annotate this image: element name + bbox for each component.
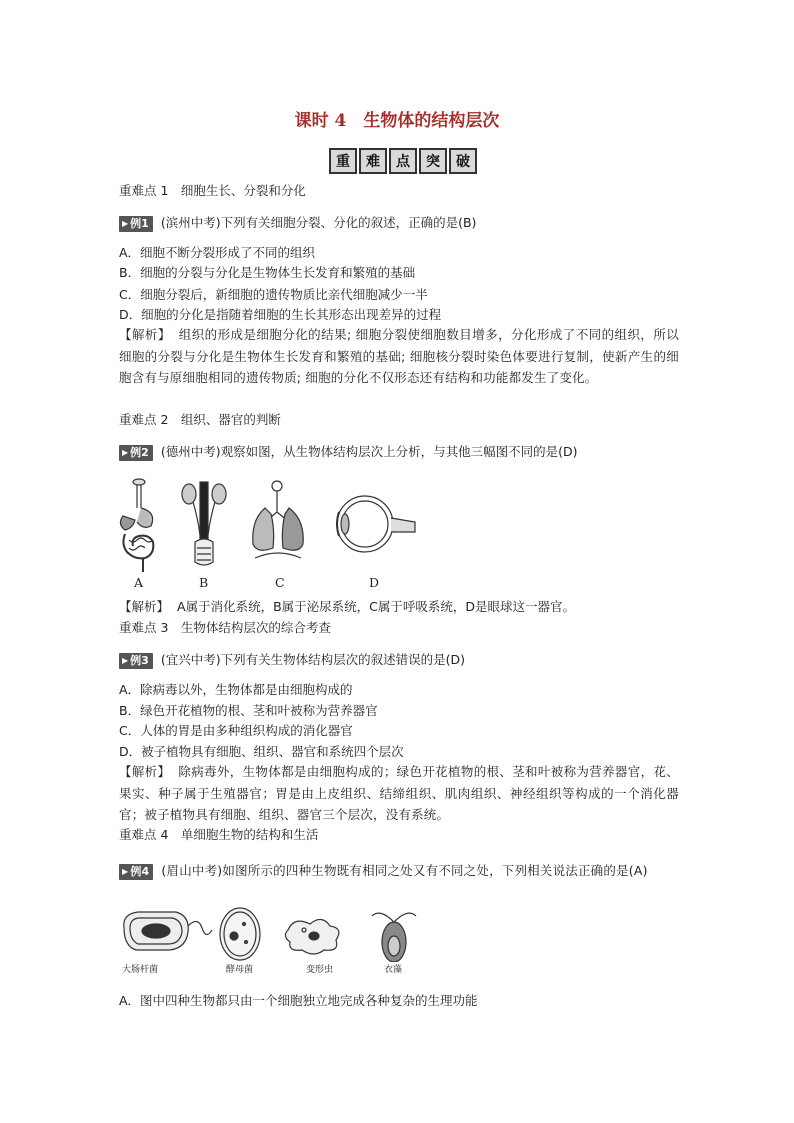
yeast-image <box>220 908 260 960</box>
figure-caption: 酵母菌 <box>226 965 254 975</box>
example-badge: ▶ 例2 <box>119 445 153 461</box>
section-heading: 重难点 1 细胞生长、分裂和分化 <box>119 183 306 198</box>
organisms-figure <box>118 906 428 962</box>
eyeball-image <box>337 496 415 552</box>
organ-figure <box>115 478 435 574</box>
section-heading: 重难点 2 组织、器官的判断 <box>119 412 281 427</box>
e-coli-image <box>124 912 212 950</box>
analysis: 【解析】 组织的形成是细胞分化的结果; 细胞分裂使细胞数目增多，分化形成了不同的组织，所以细胞的分裂与分化是生物体生长发育和繁殖的基础; 细胞核分裂时染色体要进行复制，使新产生的细胞含有与原细胞相同的遗传物质; 细胞的分化不仅形态还有结构和功能都发生了变化。 <box>119 327 679 385</box>
amoeba-image <box>285 919 338 954</box>
section-heading: 重难点 3 生物体结构层次的综合考查 <box>119 620 331 635</box>
figure-label: B <box>199 575 209 590</box>
example-badge: ▶ 例1 <box>119 216 153 232</box>
figure-caption: 变形虫 <box>306 965 334 975</box>
example-question: ▶ 例3 (宜兴中考)下列有关生物体结构层次的叙述错误的是(D) <box>119 651 465 669</box>
banner-char: 破 <box>449 148 477 174</box>
section-heading: 重难点 4 单细胞生物的结构和生活 <box>119 827 319 842</box>
respiratory-system-image <box>253 481 303 558</box>
option: A．除病毒以外，生物体都是由细胞构成的 <box>119 682 353 697</box>
option: A．图中四种生物都只由一个细胞独立地完成各种复杂的生理功能 <box>119 993 478 1008</box>
figure-label: C <box>275 575 285 590</box>
option: C．细胞分裂后，新细胞的遗传物质比亲代细胞减少一半 <box>119 287 428 302</box>
banner-char: 突 <box>419 148 447 174</box>
option: A．细胞不断分裂形成了不同的组织 <box>119 245 316 260</box>
banner-char: 点 <box>389 148 417 174</box>
analysis: 【解析】 除病毒外，生物体都是由细胞构成的；绿色开花植物的根、茎和叶被称为营养器官，花、果实、种子属于生殖器官；胃是由上皮组织、结缔组织、肌肉组织、神经组织等构成的一个消化器官；被子植物具有细胞、组织、器官三个层次，没有系统。 <box>119 764 679 822</box>
digestive-system-image <box>120 479 153 572</box>
example-badge: ▶ 例3 <box>119 653 153 669</box>
banner-char: 重 <box>329 148 357 174</box>
page-title: 课时 4 生物体的结构层次 <box>294 111 500 131</box>
urinary-system-image <box>182 482 226 565</box>
option: C．人体的胃是由多种组织构成的消化器官 <box>119 723 353 738</box>
option: B．细胞的分裂与分化是生物体生长发育和繁殖的基础 <box>119 265 416 280</box>
option: B．绿色开花植物的根、茎和叶被称为营养器官 <box>119 703 378 718</box>
section-banner <box>329 148 477 174</box>
analysis: 【解析】 A属于消化系统，B属于泌尿系统，C属于呼吸系统，D是眼球这一器官。 <box>119 599 575 614</box>
figure-caption: 衣藻 <box>384 965 403 975</box>
chlamydomonas-image <box>372 913 416 962</box>
option: D．被子植物具有细胞、组织、器官和系统四个层次 <box>119 744 404 759</box>
example-question: ▶ 例4 (眉山中考)如图所示的四种生物既有相同之处又有不同之处，下列相关说法正确的是(A) <box>119 855 679 886</box>
example-badge: ▶ 例4 <box>119 864 153 880</box>
figure-caption: 大肠杆菌 <box>122 965 159 975</box>
figure-label: A <box>134 575 144 590</box>
example-question: ▶ 例1 (滨州中考)下列有关细胞分裂、分化的叙述，正确的是(B) <box>119 214 476 232</box>
banner-char: 难 <box>359 148 387 174</box>
option: D．细胞的分化是指随着细胞的生长其形态出现差异的过程 <box>119 307 442 322</box>
figure-label: D <box>369 575 380 590</box>
example-question: ▶ 例2 (德州中考)观察如图，从生物体结构层次上分析，与其他三幅图不同的是(D) <box>119 443 577 461</box>
